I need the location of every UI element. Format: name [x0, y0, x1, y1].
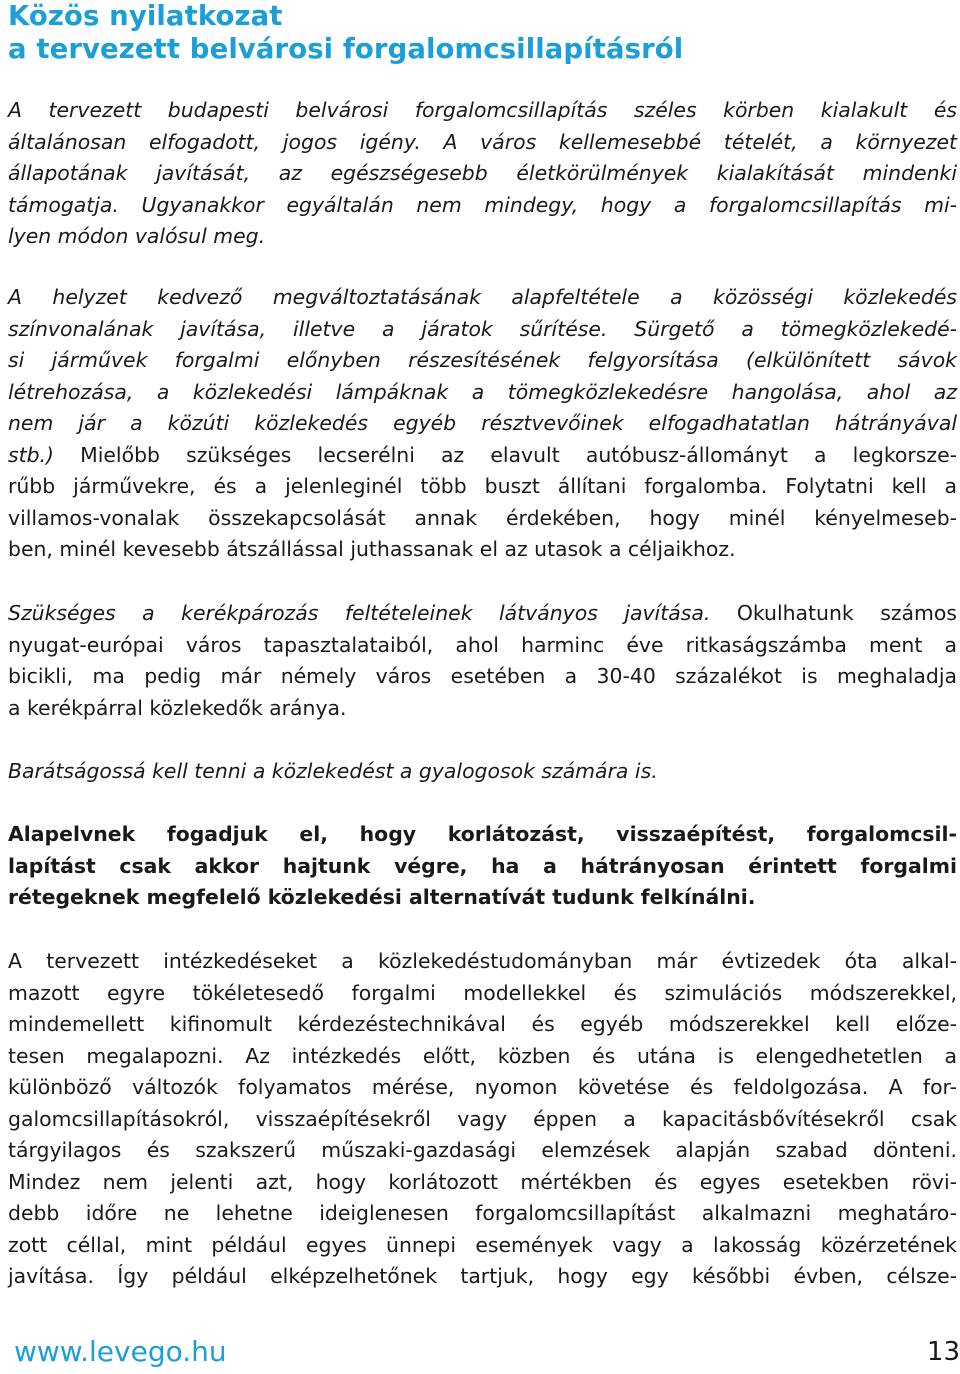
paragraph-line: galomcsillapításokról, visszaépítésekről vagy éppen a kapacitásbővítésekről csak — [8, 1106, 957, 1131]
title-line-2: a tervezett belvárosi forgalomcsillapításról — [8, 33, 684, 65]
document-page — [8, 0, 957, 1288]
paragraph-line: A helyzet kedvező megváltoztatásának alapfeltétele a közösségi közlekedés — [8, 285, 957, 309]
paragraph-line: nem jár a közúti közlekedés egyéb résztvevőinek elfogadhatatlan hátrányával — [8, 411, 957, 435]
paragraph-line — [8, 440, 957, 472]
page-number: 13 — [926, 1337, 960, 1367]
paragraph-line: lyen módon valósul meg. — [8, 224, 266, 248]
paragraph-line: rétegeknek megfelelő közlekedési alternatívát tudunk felkínálni. — [8, 885, 756, 909]
paragraph-line: Barátságossá kell tenni a közlekedést a gyalogosok számára is. — [8, 759, 658, 783]
paragraph-fragment: Mielőbb szükséges lecserélni az elavult autóbusz-állományt a legkorsze- — [54, 442, 957, 467]
paragraph-line: Alapelvnek fogadjuk el, hogy korlátozást, visszaépítést, forgalomcsil- — [8, 822, 957, 846]
paragraph-line — [8, 598, 957, 630]
title-line-1: Közös nyilatkozat — [8, 0, 283, 32]
page-title — [8, 0, 957, 66]
paragraph-intro — [8, 95, 957, 253]
paragraph-public-transport — [8, 282, 957, 566]
paragraph-line: a kerékpárral közlekedők aránya. — [8, 695, 347, 720]
paragraph-line: Mindez nem jelenti azt, hogy korlátozott mértékben és egyes esetekben rövi- — [8, 1169, 957, 1194]
paragraph-line: rűbb járművekre, és a jelenleginél több buszt állítani forgalomba. Folytatni kell a — [8, 474, 957, 498]
paragraph-line — [8, 314, 957, 346]
paragraph-principle — [8, 819, 957, 914]
paragraph-line: nyugat-európai város tapasztalataiból, ahol harminc éve ritkaságszámba ment a — [8, 632, 957, 657]
paragraph-fragment: színvonalának javítása, illetve a járatok sűrítése. — [8, 316, 608, 341]
paragraph-line: ben, minél kevesebb átszállással juthassanak el az utasok a céljaikhoz. — [8, 537, 736, 561]
paragraph-line: mindemellett kifinomult kérdezéstechnikával és egyéb módszerekkel kell előze- — [8, 1012, 957, 1036]
paragraph-line: si járművek forgalmi előnyben részesítésének felgyorsítása (elkülönített sávok — [8, 348, 957, 372]
paragraph-line: debb időre ne lehetne ideiglenesen forgalomcsillapítást alkalmazni meghatáro- — [8, 1201, 957, 1225]
paragraph-line: tesen megalapozni. Az intézkedés előtt, közben és utána is elengedhetetlen a — [8, 1043, 957, 1068]
paragraph-line: A tervezett budapesti belvárosi forgalomcsillapítás széles körben kialakult és — [8, 98, 957, 122]
paragraph-line: különböző változók folyamatos mérése, nyomon követése és feldolgozása. A for- — [8, 1075, 957, 1099]
paragraph-line: zott céllal, mint például egyes ünnepi események vagy a lakosság közérzetének — [8, 1232, 957, 1257]
paragraph-fragment: stb.) — [8, 442, 54, 467]
paragraph-line: állapotának javítását, az egészségesebb életkörülmények kialakítását mindenki — [8, 161, 957, 185]
paragraph-fragment: Szükséges a kerékpározás feltételeinek látványos javítása. — [8, 601, 711, 625]
footer-website-link[interactable]: www.levego.hu — [14, 1335, 227, 1368]
paragraph-line: általánosan elfogadott, jogos igény. A város kellemesebbé tételét, a környezet — [8, 129, 957, 154]
paragraph-line: bicikli, ma pedig már némely város esetében a 30-40 százalékot is meghaladja — [8, 664, 957, 688]
paragraph-line: mazott egyre tökéletesedő forgalmi modellekkel és szimulációs módszerekkel, — [8, 980, 957, 1005]
paragraph-pedestrians — [8, 756, 957, 788]
paragraph-line: A tervezett intézkedéseket a közlekedéstudományban már évtizedek óta alkal- — [8, 949, 957, 973]
paragraph-line: javítása. Így például elképzelhetőnek tartjuk, hogy egy későbbi évben, célsze- — [8, 1264, 957, 1288]
paragraph-fragment: Okulhatunk számos — [710, 601, 957, 625]
paragraph-fragment: Sürgető a tömegközlekedé- — [607, 316, 957, 341]
paragraph-cycling — [8, 598, 957, 724]
paragraph-measures — [8, 946, 957, 1293]
paragraph-line: tárgyilagos és szakszerű műszaki-gazdasági elemzések alapján szabad dönteni. — [8, 1138, 957, 1162]
paragraph-line: létrehozása, a közlekedési lámpáknak a tömegközlekedésre hangolása, ahol az — [8, 379, 957, 404]
paragraph-line: lapítást csak akkor hajtunk végre, ha a hátrányosan érintett forgalmi — [8, 853, 957, 878]
paragraph-line: villamos-vonalak összekapcsolását annak érdekében, hogy minél kényelmeseb- — [8, 505, 957, 530]
paragraph-line: támogatja. Ugyanakkor egyáltalán nem mindegy, hogy a forgalomcsillapítás mi- — [8, 192, 957, 217]
